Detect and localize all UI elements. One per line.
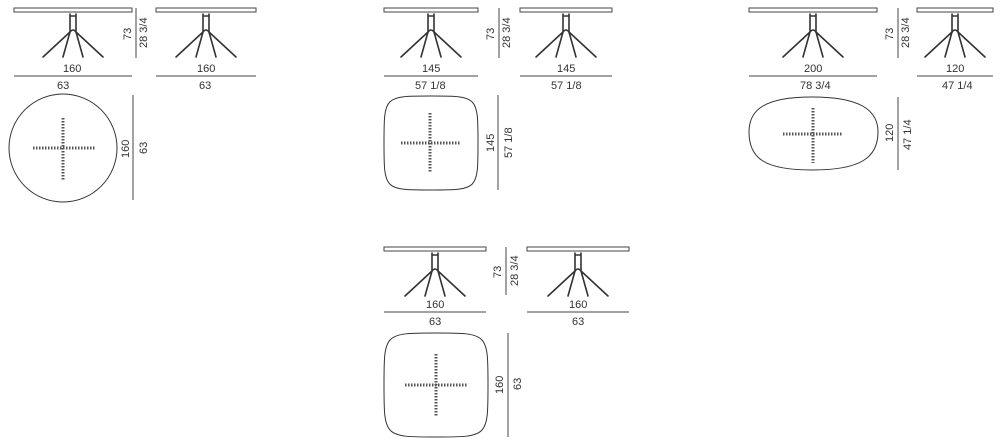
plan-in: 63: [138, 141, 150, 154]
front-width-in: 63: [572, 316, 585, 328]
table-base-icon: [536, 14, 596, 57]
front-width-in: 63: [199, 80, 212, 92]
height-dimension: [485, 8, 513, 58]
table-top: [520, 8, 612, 12]
plan-cm: 145: [485, 133, 497, 152]
table-base-icon: [548, 253, 608, 296]
front-width-cm: 145: [557, 63, 576, 75]
side-elevation: [384, 247, 486, 312]
plan-view: [384, 95, 515, 190]
front-elevation: [156, 8, 256, 76]
height-in: 28 3/4: [501, 17, 513, 48]
table-soft-square-145: [384, 8, 612, 190]
front-elevation: [527, 247, 629, 312]
front-width-in: 47 1/4: [942, 80, 973, 92]
table-oval: [749, 8, 993, 170]
side-width-cm: 145: [422, 63, 441, 75]
height-in: 28 3/4: [900, 17, 912, 48]
table-base-icon: [925, 14, 985, 57]
table-soft-square-160: [384, 247, 629, 437]
height-dimension: [122, 8, 150, 58]
front-width-in: 57 1/8: [551, 80, 582, 92]
table-top: [527, 247, 629, 251]
table-top: [384, 8, 478, 12]
height-cm: 73: [122, 27, 134, 40]
side-width-in: 57 1/8: [415, 80, 446, 92]
table-base-icon: [405, 253, 465, 296]
table-top: [14, 8, 132, 12]
table-base-icon: [43, 14, 103, 57]
table-top: [156, 8, 256, 12]
height-in: 28 3/4: [138, 17, 150, 48]
side-elevation: [14, 8, 132, 76]
plan-in: 47 1/4: [902, 119, 914, 150]
table-base-icon: [176, 14, 236, 57]
side-elevation: [749, 8, 877, 76]
height-dimension: [492, 247, 521, 295]
front-width-cm: 160: [569, 299, 588, 311]
plan-in: 57 1/8: [503, 127, 515, 158]
plan-cm: 160: [494, 375, 506, 394]
front-width-cm: 160: [197, 63, 216, 75]
table-base-icon: [401, 14, 461, 57]
plan-cm: 160: [120, 139, 132, 158]
plan-view: [384, 333, 524, 437]
plan-cm: 120: [884, 123, 896, 142]
table-top: [749, 8, 877, 12]
front-elevation: [917, 8, 993, 76]
table-top: [384, 247, 486, 251]
height-cm: 73: [485, 27, 497, 40]
side-width-in: 63: [429, 316, 442, 328]
height-cm: 73: [884, 27, 896, 40]
plan-view: [749, 97, 914, 170]
side-width-in: 63: [57, 80, 70, 92]
table-top: [917, 8, 993, 12]
side-width-in: 78 3/4: [800, 80, 831, 92]
side-elevation: [384, 8, 478, 76]
side-width-cm: 160: [63, 63, 82, 75]
front-width-cm: 120: [946, 63, 965, 75]
table-base-icon: [783, 14, 843, 57]
height-dimension: [884, 8, 912, 58]
table-round: [9, 8, 256, 202]
side-width-cm: 200: [804, 63, 823, 75]
height-cm: 73: [492, 265, 504, 278]
plan-view: [9, 94, 150, 202]
height-in: 28 3/4: [509, 255, 521, 286]
front-elevation: [520, 8, 612, 76]
side-width-cm: 160: [426, 299, 445, 311]
plan-in: 63: [512, 377, 524, 390]
